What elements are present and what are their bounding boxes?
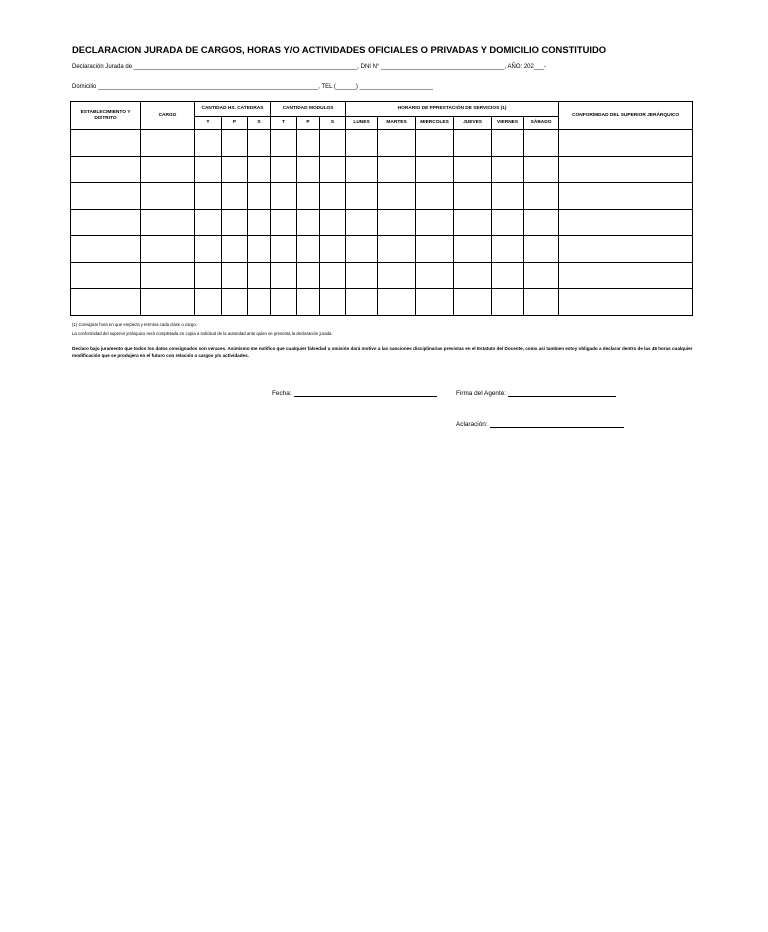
- day-martes: MARTES: [378, 117, 416, 130]
- table-row: [71, 209, 693, 236]
- header-establecimiento: ESTABLECIMIENTO Y DISTRITO: [71, 102, 141, 130]
- footnotes: [72, 320, 333, 338]
- sub-catedras-t: T: [195, 117, 222, 130]
- firma-underline: [508, 390, 616, 397]
- header-horario: HORARIO DE PPRESTACIÓN DE SERVICIOS (1): [346, 102, 559, 117]
- table-row: [71, 156, 693, 183]
- sub-catedras-p: P: [222, 117, 248, 130]
- header-catedras: CANTIDAD HS. CATEDRAS: [195, 102, 271, 117]
- header-cargo: CARGO: [141, 102, 195, 130]
- sub-modulos-s: S: [320, 117, 346, 130]
- day-miercoles: MIERCOLES: [416, 117, 454, 130]
- domicilio-line: Domicilio __________________________________________________________________, TEL (______) ______________________: [72, 84, 434, 90]
- firma-field[interactable]: [456, 390, 616, 397]
- firma-label: Firma del Agente:: [456, 390, 507, 397]
- sub-catedras-s: S: [248, 117, 271, 130]
- day-viernes: VIERNES: [492, 117, 524, 130]
- sub-modulos-t: T: [271, 117, 297, 130]
- declaracion-jurada-line: Declaración Jurada de ___________________________________________________________________, DNI N° _____________________________________, AÑO: 202___-: [72, 64, 546, 70]
- table-row: [71, 130, 693, 157]
- day-jueves: JUEVES: [454, 117, 492, 130]
- declaration-text: Declaro bajo juramento que todos los datos consignados son veraces. Asimismo me notifico que cualquier falsedad u omisión dará motivo a las sanciones disciplinarias previstas en el Estatuto del Docente, como así tambien estoy obligado a declarar dentro de las 48 horas cualquier modificación que se produjera en el futuro con relación a cargos y/o actividades.: [72, 346, 693, 358]
- fecha-underline: [294, 390, 437, 397]
- aclaracion-field[interactable]: [456, 421, 624, 428]
- table-row: [71, 262, 693, 289]
- aclaracion-label: Aclaración:: [456, 421, 488, 428]
- fecha-field[interactable]: [272, 390, 437, 397]
- cargos-table: [70, 101, 693, 316]
- table-row: [71, 289, 693, 316]
- fecha-label: Fecha:: [272, 390, 292, 397]
- table-row: [71, 183, 693, 210]
- aclaracion-underline: [490, 421, 624, 428]
- sub-modulos-p: P: [297, 117, 320, 130]
- footnote-1: (1) Consignar hora en que empieza y termina cada clase o cargo.: [72, 322, 197, 327]
- header-conformidad: CONFORMIDAD DEL SUPERIOR JERÁRQUICO: [559, 102, 693, 130]
- day-sabado: SÁBADO: [524, 117, 559, 130]
- table-row: [71, 236, 693, 263]
- day-lunes: LUNES: [346, 117, 378, 130]
- header-modulos: CANTIDAD MODULOS: [271, 102, 346, 117]
- form-title: DECLARACION JURADA DE CARGOS, HORAS Y/O ACTIVIDADES OFICIALES O PRIVADAS Y DOMICILIO CONSTITUIDO: [72, 44, 607, 55]
- footnote-2: La conformidad del superior jerárquico será completada en copia a solicitud de la autoridad ante quien se presenta la declaración jurada.: [72, 331, 333, 336]
